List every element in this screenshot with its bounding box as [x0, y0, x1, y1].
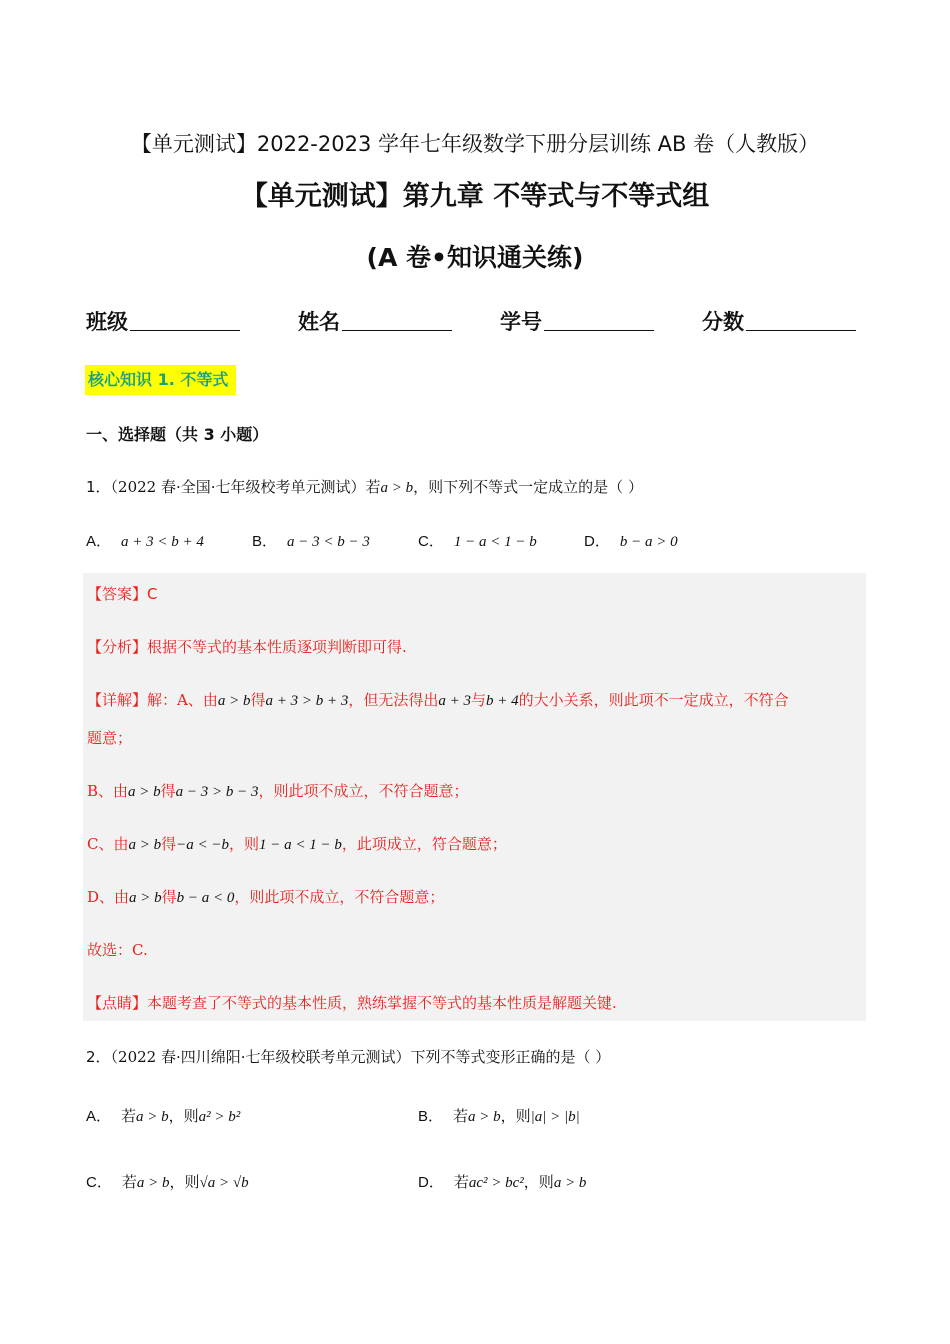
math-expr: a > b: [129, 890, 162, 906]
conclusion-line: [87, 939, 148, 960]
stem-text: 若: [365, 478, 381, 496]
option-cond: ac² > bc²: [468, 1175, 524, 1191]
detail-text: 的大小关系，则此项不一定成立，不符合: [518, 691, 789, 709]
stem-text: ，则下列不等式一定成立的是（ ）: [413, 478, 643, 496]
math-expr: a > b: [128, 784, 161, 800]
q1-option-a: [86, 530, 204, 551]
option-cond: a > b: [136, 1175, 170, 1191]
option-key: B．: [418, 1108, 444, 1125]
score-blank: [746, 308, 856, 331]
option-result: √a > √b: [199, 1175, 249, 1191]
math-expr: b − a < 0: [176, 890, 235, 906]
option-text: 若: [121, 1107, 137, 1125]
option-text: ，则: [168, 1107, 199, 1125]
q1-option-d: [584, 530, 678, 551]
option-cond: a > b: [468, 1109, 501, 1125]
detail-line-b: [87, 780, 469, 801]
tip-label: 【点睛】: [87, 994, 148, 1012]
q2-option-c: [86, 1171, 249, 1192]
question-number: 1．: [86, 478, 111, 496]
question-source: （2022 春·全国·七年级校考单元测试）: [110, 478, 366, 496]
name-blank: [342, 308, 452, 331]
detail-text: 题意；: [87, 729, 133, 747]
option-cond: a > b: [136, 1109, 169, 1125]
conclusion-text: 故选：C.: [87, 941, 148, 959]
math-expr: −a < −b: [176, 837, 229, 853]
student-id-field: [500, 306, 654, 336]
detail-text: ，但无法得出: [348, 691, 439, 709]
option-key: D．: [418, 1174, 444, 1191]
math-expr: a > b: [128, 837, 162, 853]
question-1-stem: [86, 476, 643, 497]
math-expr: a > b: [380, 480, 414, 496]
series-title: 【单元测试】2022-2023 学年七年级数学下册分层训练 AB 卷（人教版）: [130, 132, 820, 156]
option-key: A．: [86, 533, 112, 550]
stem-text: 下列不等式变形正确的是（ ）: [410, 1048, 611, 1066]
analysis-line: [87, 636, 407, 657]
detail-text: B、由: [87, 782, 129, 800]
option-result: a > b: [553, 1175, 587, 1191]
detail-text: 与: [471, 691, 487, 709]
detail-line-a-cont: [87, 727, 132, 748]
detail-text: 得: [250, 691, 266, 709]
q1-option-b: [252, 530, 370, 551]
option-expr: a − 3 < b − 3: [287, 534, 370, 550]
analysis-text: 根据不等式的基本性质逐项判断即可得.: [147, 638, 407, 656]
tip-text: 本题考查了不等式的基本性质，熟练掌握不等式的基本性质是解题关键.: [147, 994, 617, 1012]
q2-option-a: [86, 1105, 240, 1126]
detail-line-c: [87, 833, 507, 854]
option-text: 若: [453, 1173, 469, 1191]
detail-text: ，则: [229, 835, 260, 853]
option-text: ，则: [523, 1173, 554, 1191]
detail-line-a: [87, 689, 789, 710]
answer-line: [87, 583, 158, 604]
option-result: |a| > |b|: [530, 1109, 580, 1125]
student-id-label: 学号: [500, 310, 542, 334]
name-field: [298, 306, 452, 336]
detail-text: D、由: [87, 888, 130, 906]
detail-text: ，则此项不成立，不符合题意；: [234, 888, 445, 906]
option-text: ，则: [169, 1173, 200, 1191]
score-label: 分数: [702, 310, 744, 334]
tip-line: [87, 992, 617, 1013]
option-text: 若: [453, 1107, 469, 1125]
math-expr: a + 3 > b + 3: [265, 693, 349, 709]
option-key: D．: [584, 533, 610, 550]
detail-text: C、由: [87, 835, 129, 853]
math-expr: a > b: [217, 693, 251, 709]
option-key: B．: [252, 533, 278, 550]
class-label: 班级: [86, 310, 128, 334]
q2-option-d: [418, 1171, 586, 1192]
detail-text: 得: [161, 888, 177, 906]
option-text: 若: [121, 1173, 137, 1191]
question-source: （2022 春·四川绵阳·七年级校联考单元测试）: [110, 1048, 411, 1066]
math-expr: a − 3 > b − 3: [175, 784, 259, 800]
detail-line-d: [87, 886, 444, 907]
detail-label: 【详解】: [87, 691, 148, 709]
detail-text: 得: [161, 835, 177, 853]
volume-title: (A 卷•知识通关练): [366, 243, 584, 272]
math-expr: b + 4: [486, 693, 519, 709]
option-key: C．: [86, 1174, 112, 1191]
option-expr: 1 − a < 1 − b: [453, 534, 537, 550]
class-blank: [130, 308, 240, 331]
math-expr: a + 3: [438, 693, 472, 709]
chapter-title: 【单元测试】第九章 不等式与不等式组: [240, 181, 710, 212]
section-tag: 核心知识 1. 不等式: [85, 365, 236, 395]
score-field: [702, 306, 856, 336]
analysis-label: 【分析】: [87, 638, 148, 656]
class-field: [86, 306, 240, 336]
option-result: a² > b²: [198, 1109, 241, 1125]
section-heading: 一、选择题（共 3 小题）: [86, 425, 269, 444]
q1-option-c: [418, 530, 537, 551]
option-key: A．: [86, 1108, 112, 1125]
option-text: ，则: [500, 1107, 531, 1125]
option-expr: b − a > 0: [619, 534, 678, 550]
detail-text: 解：A、由: [147, 691, 218, 709]
math-expr: 1 − a < 1 − b: [259, 837, 342, 853]
q2-option-b: [418, 1105, 580, 1126]
question-number: 2．: [86, 1048, 111, 1066]
option-expr: a + 3 < b + 4: [121, 534, 204, 550]
name-label: 姓名: [298, 310, 340, 334]
student-id-blank: [544, 308, 654, 331]
detail-text: ，此项成立，符合题意；: [341, 835, 507, 853]
answer-label: 【答案】: [87, 585, 148, 603]
answer-value: C: [147, 585, 158, 603]
detail-text: 得: [160, 782, 176, 800]
question-2-stem: [86, 1046, 610, 1067]
option-key: C．: [418, 533, 444, 550]
detail-text: ，则此项不成立，不符合题意；: [258, 782, 469, 800]
